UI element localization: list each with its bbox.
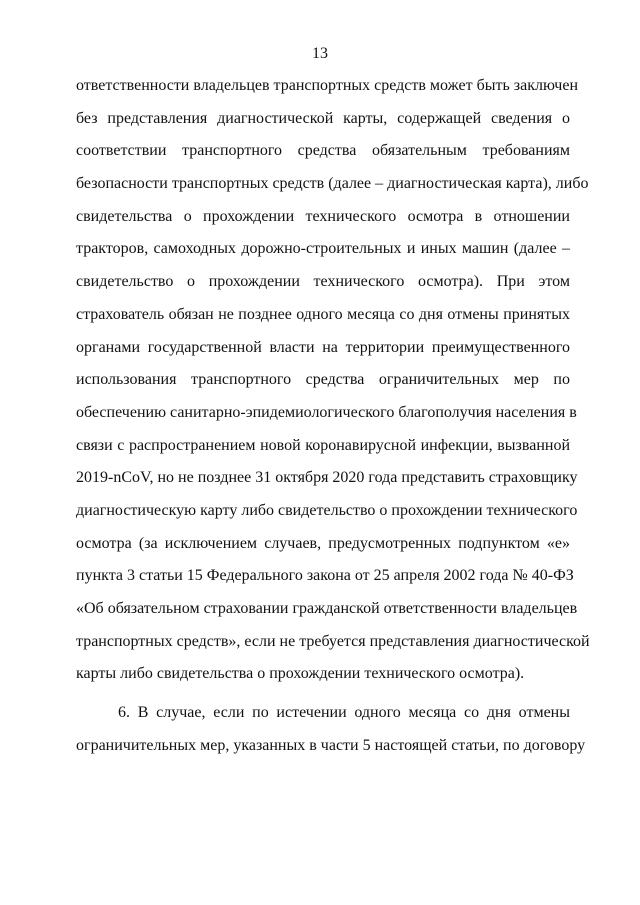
text-line: тракторов, самоходных дорожно-строительных и иных машин (далее –	[76, 240, 570, 258]
text-line: без представления диагностической карты, содержащей сведения о	[76, 109, 570, 127]
text-line: свидетельства о прохождении технического осмотра в отношении	[76, 207, 570, 225]
text-line: транспортных средств», если не требуется представления диагностической	[76, 632, 590, 650]
document-body	[76, 76, 590, 768]
text-line: диагностическую карту либо свидетельство о прохождении технического	[76, 501, 578, 519]
text-line: страхователь обязан не позднее одного месяца со дня отмены принятых	[76, 305, 570, 323]
text-line: ответственности владельцев транспортных средств может быть заключен	[76, 77, 579, 94]
text-line: ограничительных мер, указанных в части 5 настоящей статьи, по договору	[76, 736, 586, 754]
text-line: пункта 3 статьи 15 Федерального закона от 25 апреля 2002 года № 40-ФЗ	[76, 567, 574, 585]
text-line: безопасности транспортных средств (далее – диагностическая карта), либо	[76, 175, 589, 193]
text-line: органами государственной власти на территории преимущественного	[76, 338, 570, 356]
text-line: карты либо свидетельства о прохождении технического осмотра).	[76, 665, 525, 683]
text-line: свидетельство о прохождении технического осмотра). При этом	[76, 273, 570, 291]
text-line: связи с распространением новой коронавирусной инфекции, вызванной	[76, 436, 570, 454]
page-number: 13	[312, 45, 328, 62]
text-line: 2019-nCoV, но не позднее 31 октября 2020 года представить страховщику	[76, 469, 578, 487]
text-line: осмотра (за исключением случаев, предусмотренных подпунктом «е»	[76, 534, 570, 552]
paragraph-item-6	[76, 703, 586, 768]
text-line: 6. В случае, если по истечении одного месяца со дня отмены	[118, 704, 570, 722]
text-line: соответствии транспортного средства обязательным требованиям	[76, 142, 570, 160]
text-line: обеспечению санитарно-эпидемиологического благополучия населения в	[76, 403, 577, 421]
text-line: использования транспортного средства ограничительных мер по	[76, 371, 570, 389]
paragraph-continuation	[76, 76, 590, 697]
text-line: «Об обязательном страховании гражданской ответственности владельцев	[76, 600, 578, 617]
